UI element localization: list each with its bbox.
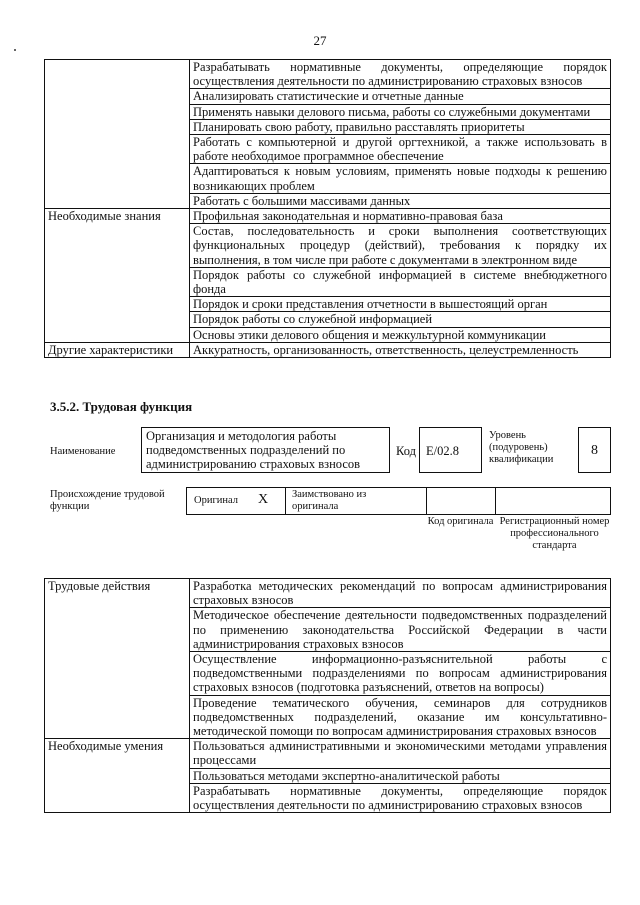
table-cell: Анализировать статистические и отчетные данные xyxy=(190,89,611,104)
bottom-actions-table xyxy=(44,578,611,813)
row-label-other: Другие характеристики xyxy=(45,342,190,357)
origin-divider xyxy=(426,487,427,515)
table-cell: Работать с компьютерной и другой оргтехникой, а также использовать в работе необходимое программное обеспечение xyxy=(190,135,611,164)
table-cell: Порядок работы со служебной информацией xyxy=(190,312,611,327)
name-value: Организация и методология работы подведомственных подразделений по администрированию страховых взносов xyxy=(146,429,361,471)
original-label: Оригинал xyxy=(194,495,238,506)
table-cell: Разрабатывать нормативные документы, определяющие порядок осуществления деятельности по администрированию страховых взносов xyxy=(190,60,611,89)
table-cell: Пользоваться методами экспертно-аналитической работы xyxy=(190,768,611,783)
table-cell: Адаптироваться к новым условиям, применять новые подходы к решению возникающих проблем xyxy=(190,164,611,193)
table-row xyxy=(45,60,611,89)
original-mark: X xyxy=(258,492,269,507)
table-cell: Порядок работы со служебной информацией в системе внебюджетного фонда xyxy=(190,267,611,296)
section-heading: 3.5.2. Трудовая функция xyxy=(50,399,193,414)
code-value: E/02.8 xyxy=(426,444,459,458)
table-row xyxy=(45,579,611,608)
table-row xyxy=(45,209,611,224)
borrowed-label: Заимствовано из оригинала xyxy=(292,489,367,512)
table-cell: Состав, последовательность и сроки выполнения соответствующих функциональных процедур (действий), требования к порядку их выполнения, в том числе при работе с документами в электронном виде xyxy=(190,224,611,268)
table-cell: Работать с большими массивами данных xyxy=(190,193,611,208)
reg-number-caption: Регистрационный номер профессионального стандарта xyxy=(499,516,610,551)
table-row xyxy=(45,739,611,768)
top-requirements-table xyxy=(44,59,611,358)
row-label-skills: Необходимые умения xyxy=(45,739,190,813)
table-cell: Разработка методических рекомендаций по вопросам администрирования страховых взносов xyxy=(190,579,611,608)
level-value: 8 xyxy=(591,443,598,458)
table-row xyxy=(45,342,611,357)
table-cell: Осуществление информационно-разъяснительной работы с подведомственными подразделениями по вопросам администрирования страховых взносов (подготовка разъяснений, ответов на вопросы) xyxy=(190,652,611,696)
origin-divider xyxy=(285,487,286,515)
table-cell: Профильная законодательная и нормативно-правовая база xyxy=(190,209,611,224)
name-label: Наименование xyxy=(50,446,116,457)
table-cell: Пользоваться административными и экономическими методами управления процессами xyxy=(190,739,611,768)
table-cell: Планировать свою работу, правильно расставлять приоритеты xyxy=(190,119,611,134)
table-cell: Основы этики делового общения и межкультурной коммуникации xyxy=(190,327,611,342)
row-label-knowledge: Необходимые знания xyxy=(45,209,190,343)
row-label-actions: Трудовые действия xyxy=(45,579,190,739)
scan-dot xyxy=(14,49,16,51)
row-label xyxy=(45,60,190,209)
table-cell: Применять навыки делового письма, работы со служебными документами xyxy=(190,104,611,119)
table-cell: Разрабатывать нормативные документы, определяющие порядок осуществления деятельности по администрированию страховых взносов xyxy=(190,783,611,812)
table-cell: Методическое обеспечение деятельности подведомственных подразделений по применению законодательства Российской Федерации в части администрирования страховых взносов xyxy=(190,608,611,652)
table-cell: Порядок и сроки представления отчетности в вышестоящий орган xyxy=(190,297,611,312)
level-label: Уровень (подуровень) квалификации xyxy=(489,430,554,465)
code-original-caption: Код оригинала xyxy=(427,516,494,527)
table-cell: Проведение тематического обучения, семинаров для сотрудников подведомственных подразделений, оказание им консультативно-методической помощи по вопросам администрирования страховых взносов xyxy=(190,695,611,739)
page-number: 27 xyxy=(313,33,327,48)
origin-divider xyxy=(495,487,496,515)
origin-label: Происхождение трудовой функции xyxy=(50,489,165,512)
code-label: Код xyxy=(396,444,416,458)
table-cell: Аккуратность, организованность, ответственность, целеустремленность xyxy=(190,342,611,357)
